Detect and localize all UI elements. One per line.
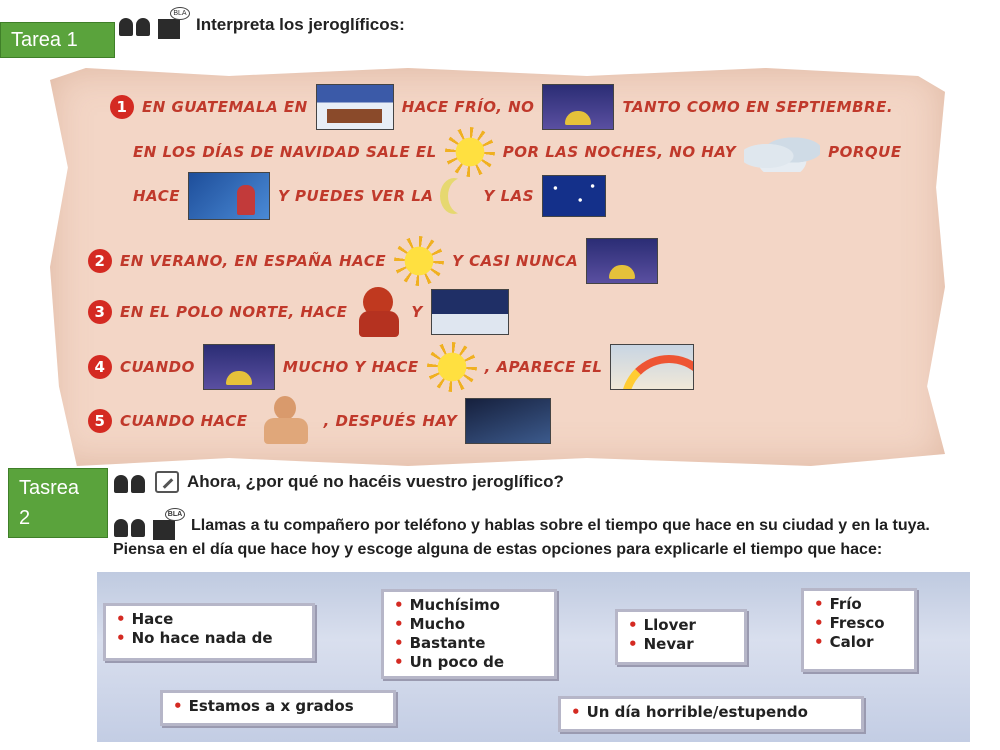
writing-icon (155, 471, 179, 493)
hieroglyph-line-2 (88, 236, 658, 286)
option-item: • Hace (116, 610, 174, 628)
speaking-icon (153, 512, 185, 540)
stars-icon (542, 175, 606, 217)
pair-work-icon (113, 471, 147, 493)
option-box-degrees (160, 690, 396, 726)
number-badge: 4 (88, 355, 112, 379)
tarea-2-tag-line1: Tasrea (19, 477, 80, 499)
option-box-quantities (381, 589, 557, 679)
storm-icon (465, 398, 551, 444)
speak-bubble-label: BLA (165, 508, 185, 521)
exercise-2-header (113, 468, 564, 496)
exercise-3-icons (113, 512, 185, 540)
option-box-day (558, 696, 864, 732)
option-item: • Nevar (628, 635, 694, 653)
cloud-icon (744, 132, 820, 172)
sun-icon (394, 236, 444, 286)
hieroglyph-text: Y PUEDES VER LA (277, 187, 434, 205)
hieroglyph-text: CUANDO HACE (120, 412, 248, 430)
hieroglyph-line-1 (110, 84, 893, 130)
hieroglyph-text: , DESPUÉS HAY (323, 412, 458, 430)
number-badge: 2 (88, 249, 112, 273)
rain-umbrella-icon (542, 84, 614, 130)
hot-person-icon (256, 396, 316, 446)
wind-icon (188, 172, 270, 220)
exercise-3-paragraph (113, 512, 983, 559)
rain-umbrella-icon (586, 238, 658, 284)
option-box-precipitation (615, 609, 747, 665)
number-badge: 3 (88, 300, 112, 324)
hieroglyph-text: EN LOS DÍAS DE NAVIDAD SALE EL (133, 143, 437, 161)
exercise-1-header (118, 10, 405, 40)
hieroglyph-text: Y (411, 303, 423, 321)
hieroglyph-line-5 (88, 396, 551, 446)
option-item: • Un poco de (394, 653, 505, 671)
option-item: • Bastante (394, 634, 486, 652)
option-item: • Estamos a x grados (173, 697, 354, 715)
option-item: • Calor (814, 633, 874, 651)
hieroglyph-text: MUCHO Y HACE (282, 358, 419, 376)
hieroglyph-text: EN EL POLO NORTE, HACE (120, 303, 348, 321)
option-item: • Mucho (394, 615, 466, 633)
exercise-1-instruction: Interpreta los jeroglíficos: (196, 15, 405, 34)
number-badge: 5 (88, 409, 112, 433)
hieroglyph-line-4 (88, 342, 694, 392)
hieroglyph-text: HACE FRÍO, NO (401, 98, 535, 116)
hieroglyph-text: TANTO COMO EN SEPTIEMBRE. (622, 98, 894, 116)
option-item: • No hace nada de (116, 629, 273, 647)
rain-umbrella-icon (203, 344, 275, 390)
rainbow-icon (610, 344, 694, 390)
option-item: • Un día horrible/estupendo (571, 703, 808, 721)
hieroglyph-text: Y CASI NUNCA (452, 252, 579, 270)
option-box-verbs (103, 603, 315, 661)
exercise-2-instruction: Ahora, ¿por qué no hacéis vuestro jeroglífico? (187, 472, 564, 491)
hieroglyph-text: POR LAS NOCHES, NO HAY (502, 143, 737, 161)
snowy-village-icon (316, 84, 394, 130)
exercise-3-text: Llamas a tu compañero por teléfono y hablas sobre el tiempo que hace en su ciudad y en la tuya. Piensa en el día que hace hoy y escoge alguna de estas opciones para explicarle el tiempo que hace: (113, 517, 930, 558)
hieroglyph-text: , APARECE EL (484, 358, 603, 376)
snow-night-icon (431, 289, 509, 335)
cold-person-icon (355, 285, 403, 339)
hieroglyph-line-3 (88, 285, 509, 339)
hieroglyph-line-1c (133, 172, 606, 220)
speak-bubble-label: BLA (170, 7, 190, 20)
moon-icon (442, 176, 476, 216)
option-item: • Llover (628, 616, 696, 634)
tarea-2-tag (8, 468, 108, 538)
number-badge: 1 (110, 95, 134, 119)
hieroglyph-text: EN VERANO, EN ESPAÑA HACE (120, 252, 387, 270)
hieroglyph-line-1b (133, 127, 902, 177)
hieroglyph-text: CUANDO (120, 358, 195, 376)
pair-work-icon (113, 515, 147, 537)
sun-icon (427, 342, 477, 392)
hieroglyph-text: HACE (133, 187, 180, 205)
speaking-icon (158, 11, 190, 39)
sun-icon (445, 127, 495, 177)
option-box-temperatures (801, 588, 917, 672)
tarea-2-tag-line2: 2 (19, 507, 31, 529)
hieroglyph-text: Y LAS (483, 187, 535, 205)
hieroglyph-text: PORQUE (828, 143, 902, 161)
option-item: • Muchísimo (394, 596, 500, 614)
option-item: • Frío (814, 595, 862, 613)
tarea-1-tag: Tarea 1 (0, 22, 115, 58)
pair-work-icon (118, 14, 152, 36)
option-item: • Fresco (814, 614, 885, 632)
hieroglyph-text: EN GUATEMALA EN (142, 98, 308, 116)
